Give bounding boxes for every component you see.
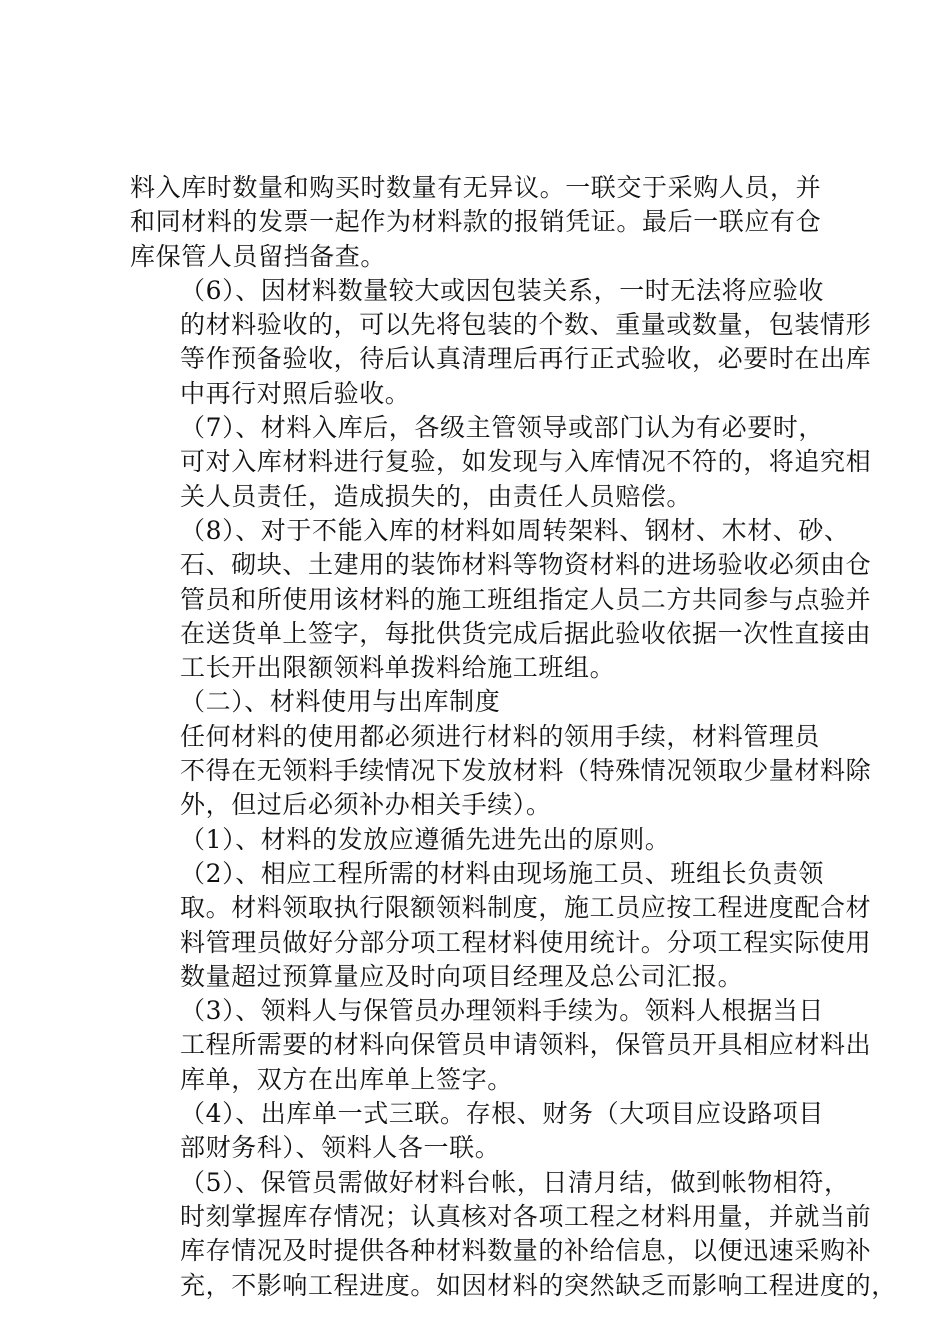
text-line: 料管理员做好分部分项工程材料使用统计。分项工程实际使用 (180, 927, 872, 957)
paragraph (130, 1166, 897, 1303)
text-line: （7）、材料入库后，各级主管领导或部门认为有必要时， (180, 413, 825, 443)
text-line: 等作预备验收，待后认真清理后再行正式验收，必要时在出库 (180, 344, 872, 374)
text-line: 石、砌块、土建用的装饰材料等物资材料的进场验收必须由仓 (180, 550, 872, 580)
text-line: 库单，双方在出库单上签字。 (180, 1064, 513, 1094)
text-line: 外，但过后必须补办相关手续）。 (180, 790, 552, 820)
text-line: 关人员责任，造成损失的，由责任人员赔偿。 (180, 481, 693, 511)
text-line: 工长开出限额领料单拨料给施工班组。 (180, 653, 616, 683)
text-line: （2）、相应工程所需的材料由现场施工员、班组长负责领 (180, 858, 825, 888)
text-line: 库保管人员留挡备查。 (130, 241, 387, 271)
text-line: 时刻掌握库存情况；认真核对各项工程之材料用量，并就当前 (180, 1201, 872, 1231)
paragraph (130, 171, 848, 274)
text-line: （3）、领料人与保管员办理领料手续为。领料人根据当日 (180, 996, 825, 1026)
paragraph (130, 1097, 848, 1166)
text-line: 任何材料的使用都必须进行材料的领用手续，材料管理员 (180, 721, 821, 751)
document-body (130, 171, 897, 1303)
text-line: 料入库时数量和购买时数量有无异议。一联交于采购人员，并 (130, 173, 822, 202)
paragraph (130, 685, 848, 719)
text-line: （6）、因材料数量较大或因包装关系，一时无法将应验收 (180, 275, 825, 305)
text-line: 管员和所使用该材料的施工班组指定人员二方共同参与点验并 (180, 584, 872, 614)
paragraph (130, 274, 872, 411)
paragraph (130, 994, 872, 1097)
paragraph (130, 514, 872, 685)
paragraph (130, 720, 872, 823)
text-line: （4）、出库单一式三联。存根、财务（大项目应设路项目 (180, 1099, 825, 1129)
text-line: 部财务科）、领料人各一联。 (180, 1133, 501, 1163)
text-line: 充，不影响工程进度。如因材料的突然缺乏而影响工程进度的， (180, 1270, 897, 1300)
text-line: （二）、材料使用与出库制度 (180, 687, 501, 717)
text-line: 可对入库材料进行复验，如发现与入库情况不符的，将追究相 (180, 447, 872, 477)
text-line: 在送货单上签字，每批供货完成后据此验收依据一次性直接由 (180, 618, 872, 648)
text-line: （1）、材料的发放应遵循先进先出的原则。 (180, 824, 671, 854)
text-line: （5）、保管员需做好材料台帐，日清月结，做到帐物相符， (180, 1167, 850, 1197)
text-line: 和同材料的发票一起作为材料款的报销凭证。最后一联应有仓 (130, 207, 822, 237)
paragraph (130, 857, 872, 994)
text-line: 中再行对照后验收。 (180, 378, 411, 408)
paragraph (130, 411, 872, 514)
text-line: （8）、对于不能入库的材料如周转架料、钢材、木材、砂、 (180, 515, 850, 545)
text-line: 数量超过预算量应及时向项目经理及总公司汇报。 (180, 961, 744, 991)
text-line: 不得在无领料手续情况下发放材料（特殊情况领取少量材料除 (180, 756, 872, 786)
text-line: 取。材料领取执行限额领料制度，施工员应按工程进度配合材 (180, 893, 872, 923)
text-line: 的材料验收的，可以先将包装的个数、重量或数量，包装情形 (180, 310, 872, 340)
text-line: 库存情况及时提供各种材料数量的补给信息，以便迅速采购补 (180, 1236, 872, 1266)
text-line: 工程所需要的材料向保管员申请领料，保管员开具相应材料出 (180, 1030, 872, 1060)
paragraph (130, 823, 848, 857)
